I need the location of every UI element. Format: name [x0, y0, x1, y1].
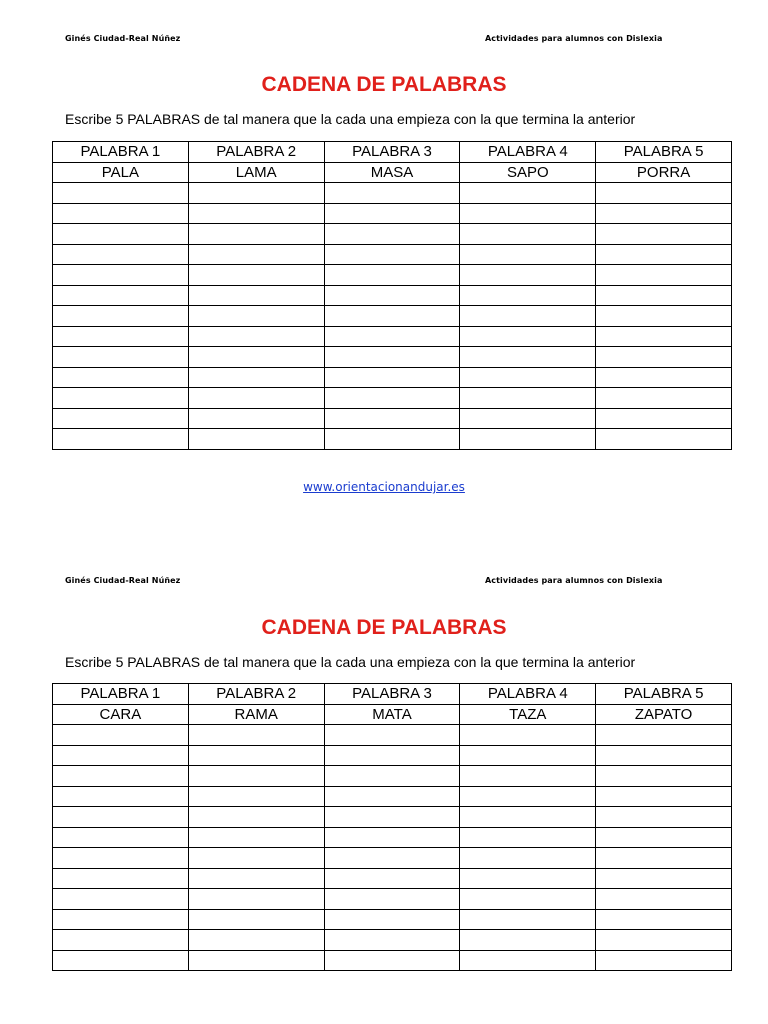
answer-cell[interactable] — [53, 183, 189, 204]
answer-cell[interactable] — [596, 930, 732, 951]
answer-cell[interactable] — [596, 766, 732, 787]
answer-cell[interactable] — [53, 306, 189, 327]
example-word: RAMA — [188, 704, 324, 725]
answer-cell[interactable] — [53, 827, 189, 848]
answer-cell[interactable] — [596, 725, 732, 746]
table-row — [53, 766, 732, 787]
answer-cell[interactable] — [324, 827, 460, 848]
answer-cell[interactable] — [460, 950, 596, 971]
answer-cell[interactable] — [324, 725, 460, 746]
table-row — [53, 388, 732, 409]
answer-cell[interactable] — [188, 848, 324, 869]
table-row — [53, 265, 732, 286]
answer-cell[interactable] — [324, 909, 460, 930]
table-row — [53, 224, 732, 245]
answer-cell[interactable] — [460, 306, 596, 327]
table-row — [53, 889, 732, 910]
answer-cell[interactable] — [324, 868, 460, 889]
table-row — [53, 203, 732, 224]
answer-cell[interactable] — [53, 786, 189, 807]
answer-cell[interactable] — [596, 306, 732, 327]
answer-cell[interactable] — [53, 766, 189, 787]
answer-cell[interactable] — [460, 889, 596, 910]
answer-cell[interactable] — [188, 827, 324, 848]
answer-cell[interactable] — [596, 429, 732, 450]
answer-cell[interactable] — [188, 889, 324, 910]
answer-cell[interactable] — [596, 745, 732, 766]
column-header: PALABRA 2 — [188, 684, 324, 705]
answer-cell[interactable] — [53, 725, 189, 746]
table-row — [53, 868, 732, 889]
answer-cell[interactable] — [188, 950, 324, 971]
table-row — [53, 848, 732, 869]
answer-cell[interactable] — [324, 807, 460, 828]
answer-cell[interactable] — [324, 786, 460, 807]
answer-cell[interactable] — [460, 183, 596, 204]
answer-cell[interactable] — [460, 807, 596, 828]
answer-cell[interactable] — [596, 408, 732, 429]
answer-cell[interactable] — [324, 244, 460, 265]
example-word: PORRA — [596, 162, 732, 183]
answer-cell[interactable] — [596, 326, 732, 347]
page-title: CADENA DE PALABRAS — [261, 616, 507, 639]
answer-cell[interactable] — [188, 868, 324, 889]
answer-cell[interactable] — [188, 326, 324, 347]
answer-cell[interactable] — [188, 183, 324, 204]
website-link[interactable]: www.orientacionandujar.es — [303, 480, 465, 494]
answer-cell[interactable] — [324, 367, 460, 388]
answer-cell[interactable] — [188, 388, 324, 409]
table-row — [53, 909, 732, 930]
answer-cell[interactable] — [460, 725, 596, 746]
answer-cell[interactable] — [188, 930, 324, 951]
answer-cell[interactable] — [188, 807, 324, 828]
answer-cell[interactable] — [324, 889, 460, 910]
answer-cell[interactable] — [324, 766, 460, 787]
answer-cell[interactable] — [324, 265, 460, 286]
answer-cell[interactable] — [324, 388, 460, 409]
answer-cell[interactable] — [53, 930, 189, 951]
answer-cell[interactable] — [324, 285, 460, 306]
column-header: PALABRA 2 — [188, 142, 324, 163]
answer-cell[interactable] — [53, 388, 189, 409]
answer-cell[interactable] — [53, 909, 189, 930]
answer-cell[interactable] — [460, 909, 596, 930]
answer-cell[interactable] — [188, 244, 324, 265]
answer-cell[interactable] — [324, 950, 460, 971]
column-header: PALABRA 4 — [460, 142, 596, 163]
answer-cell[interactable] — [53, 868, 189, 889]
example-word: LAMA — [188, 162, 324, 183]
answer-cell[interactable] — [188, 408, 324, 429]
instruction-text: Escribe 5 PALABRAS de tal manera que la cada una empieza con la que termina la anterior — [65, 111, 636, 127]
answer-cell[interactable] — [460, 265, 596, 286]
answer-cell[interactable] — [324, 930, 460, 951]
answer-cell[interactable] — [53, 408, 189, 429]
answer-cell[interactable] — [460, 930, 596, 951]
answer-cell[interactable] — [53, 889, 189, 910]
answer-cell[interactable] — [596, 203, 732, 224]
answer-cell[interactable] — [324, 848, 460, 869]
answer-cell[interactable] — [460, 429, 596, 450]
answer-cell[interactable] — [460, 786, 596, 807]
table-row — [53, 429, 732, 450]
answer-cell[interactable] — [188, 725, 324, 746]
column-header: PALABRA 4 — [460, 684, 596, 705]
answer-cell[interactable] — [324, 347, 460, 368]
answer-cell[interactable] — [188, 429, 324, 450]
example-row — [53, 162, 732, 183]
answer-cell[interactable] — [188, 745, 324, 766]
answer-cell[interactable] — [188, 265, 324, 286]
answer-cell[interactable] — [596, 868, 732, 889]
answer-cell[interactable] — [53, 244, 189, 265]
answer-cell[interactable] — [596, 347, 732, 368]
answer-cell[interactable] — [596, 244, 732, 265]
answer-cell[interactable] — [460, 868, 596, 889]
answer-cell[interactable] — [460, 367, 596, 388]
header-subject: Actividades para alumnos con Dislexia — [485, 576, 663, 585]
answer-cell[interactable] — [324, 183, 460, 204]
answer-cell[interactable] — [324, 429, 460, 450]
example-word: SAPO — [460, 162, 596, 183]
answer-cell[interactable] — [188, 786, 324, 807]
answer-cell[interactable] — [188, 203, 324, 224]
answer-cell[interactable] — [188, 306, 324, 327]
example-word: TAZA — [460, 704, 596, 725]
table-row — [53, 745, 732, 766]
header-author: Ginés Ciudad-Real Núñez — [65, 576, 181, 585]
table-row — [53, 807, 732, 828]
header-subject: Actividades para alumnos con Dislexia — [485, 34, 663, 43]
answer-cell[interactable] — [596, 183, 732, 204]
answer-cell[interactable] — [596, 367, 732, 388]
table-row — [53, 306, 732, 327]
answer-cell[interactable] — [324, 745, 460, 766]
answer-cell[interactable] — [596, 786, 732, 807]
answer-cell[interactable] — [53, 265, 189, 286]
word-chain-table — [52, 141, 732, 450]
table-row — [53, 367, 732, 388]
answer-cell[interactable] — [460, 347, 596, 368]
answer-cell[interactable] — [188, 347, 324, 368]
answer-cell[interactable] — [460, 766, 596, 787]
answer-cell[interactable] — [460, 848, 596, 869]
answer-cell[interactable] — [53, 285, 189, 306]
answer-cell[interactable] — [53, 848, 189, 869]
answer-cell[interactable] — [460, 224, 596, 245]
table-row — [53, 244, 732, 265]
answer-cell[interactable] — [188, 285, 324, 306]
answer-cell[interactable] — [53, 224, 189, 245]
column-header: PALABRA 5 — [596, 684, 732, 705]
example-word: CARA — [53, 704, 189, 725]
column-header: PALABRA 3 — [324, 684, 460, 705]
table-row — [53, 827, 732, 848]
word-chain-table — [52, 683, 732, 971]
answer-cell[interactable] — [188, 766, 324, 787]
example-row — [53, 704, 732, 725]
answer-cell[interactable] — [53, 745, 189, 766]
answer-cell[interactable] — [460, 203, 596, 224]
answer-cell[interactable] — [53, 347, 189, 368]
answer-cell[interactable] — [53, 203, 189, 224]
table-header-row — [53, 142, 732, 163]
answer-cell[interactable] — [53, 367, 189, 388]
example-word: MATA — [324, 704, 460, 725]
answer-cell[interactable] — [596, 285, 732, 306]
table-row — [53, 347, 732, 368]
answer-cell[interactable] — [188, 909, 324, 930]
answer-cell[interactable] — [596, 889, 732, 910]
answer-cell[interactable] — [188, 367, 324, 388]
answer-cell[interactable] — [596, 909, 732, 930]
answer-cell[interactable] — [460, 285, 596, 306]
answer-cell[interactable] — [53, 807, 189, 828]
column-header: PALABRA 5 — [596, 142, 732, 163]
table-row — [53, 183, 732, 204]
answer-cell[interactable] — [460, 408, 596, 429]
answer-cell[interactable] — [53, 429, 189, 450]
header-author: Ginés Ciudad-Real Núñez — [65, 34, 181, 43]
example-word: ZAPATO — [596, 704, 732, 725]
answer-cell[interactable] — [188, 224, 324, 245]
column-header: PALABRA 3 — [324, 142, 460, 163]
answer-cell[interactable] — [460, 388, 596, 409]
table-row — [53, 285, 732, 306]
table-row — [53, 930, 732, 951]
answer-cell[interactable] — [596, 265, 732, 286]
table-header-row — [53, 684, 732, 705]
answer-cell[interactable] — [460, 326, 596, 347]
answer-cell[interactable] — [53, 950, 189, 971]
answer-cell[interactable] — [53, 326, 189, 347]
table-row — [53, 725, 732, 746]
example-word: PALA — [53, 162, 189, 183]
answer-cell[interactable] — [596, 807, 732, 828]
answer-cell[interactable] — [324, 203, 460, 224]
page-title: CADENA DE PALABRAS — [261, 73, 507, 96]
example-word: MASA — [324, 162, 460, 183]
answer-cell[interactable] — [460, 244, 596, 265]
answer-cell[interactable] — [324, 408, 460, 429]
column-header: PALABRA 1 — [53, 142, 189, 163]
answer-cell[interactable] — [596, 848, 732, 869]
instruction-text: Escribe 5 PALABRAS de tal manera que la cada una empieza con la que termina la anterior — [65, 654, 636, 670]
answer-cell[interactable] — [324, 224, 460, 245]
answer-cell[interactable] — [324, 326, 460, 347]
column-header: PALABRA 1 — [53, 684, 189, 705]
answer-cell[interactable] — [324, 306, 460, 327]
answer-cell[interactable] — [596, 388, 732, 409]
table-row — [53, 786, 732, 807]
answer-cell[interactable] — [460, 827, 596, 848]
answer-cell[interactable] — [596, 827, 732, 848]
answer-cell[interactable] — [460, 745, 596, 766]
table-row — [53, 408, 732, 429]
table-row — [53, 950, 732, 971]
answer-cell[interactable] — [596, 950, 732, 971]
answer-cell[interactable] — [596, 224, 732, 245]
table-row — [53, 326, 732, 347]
